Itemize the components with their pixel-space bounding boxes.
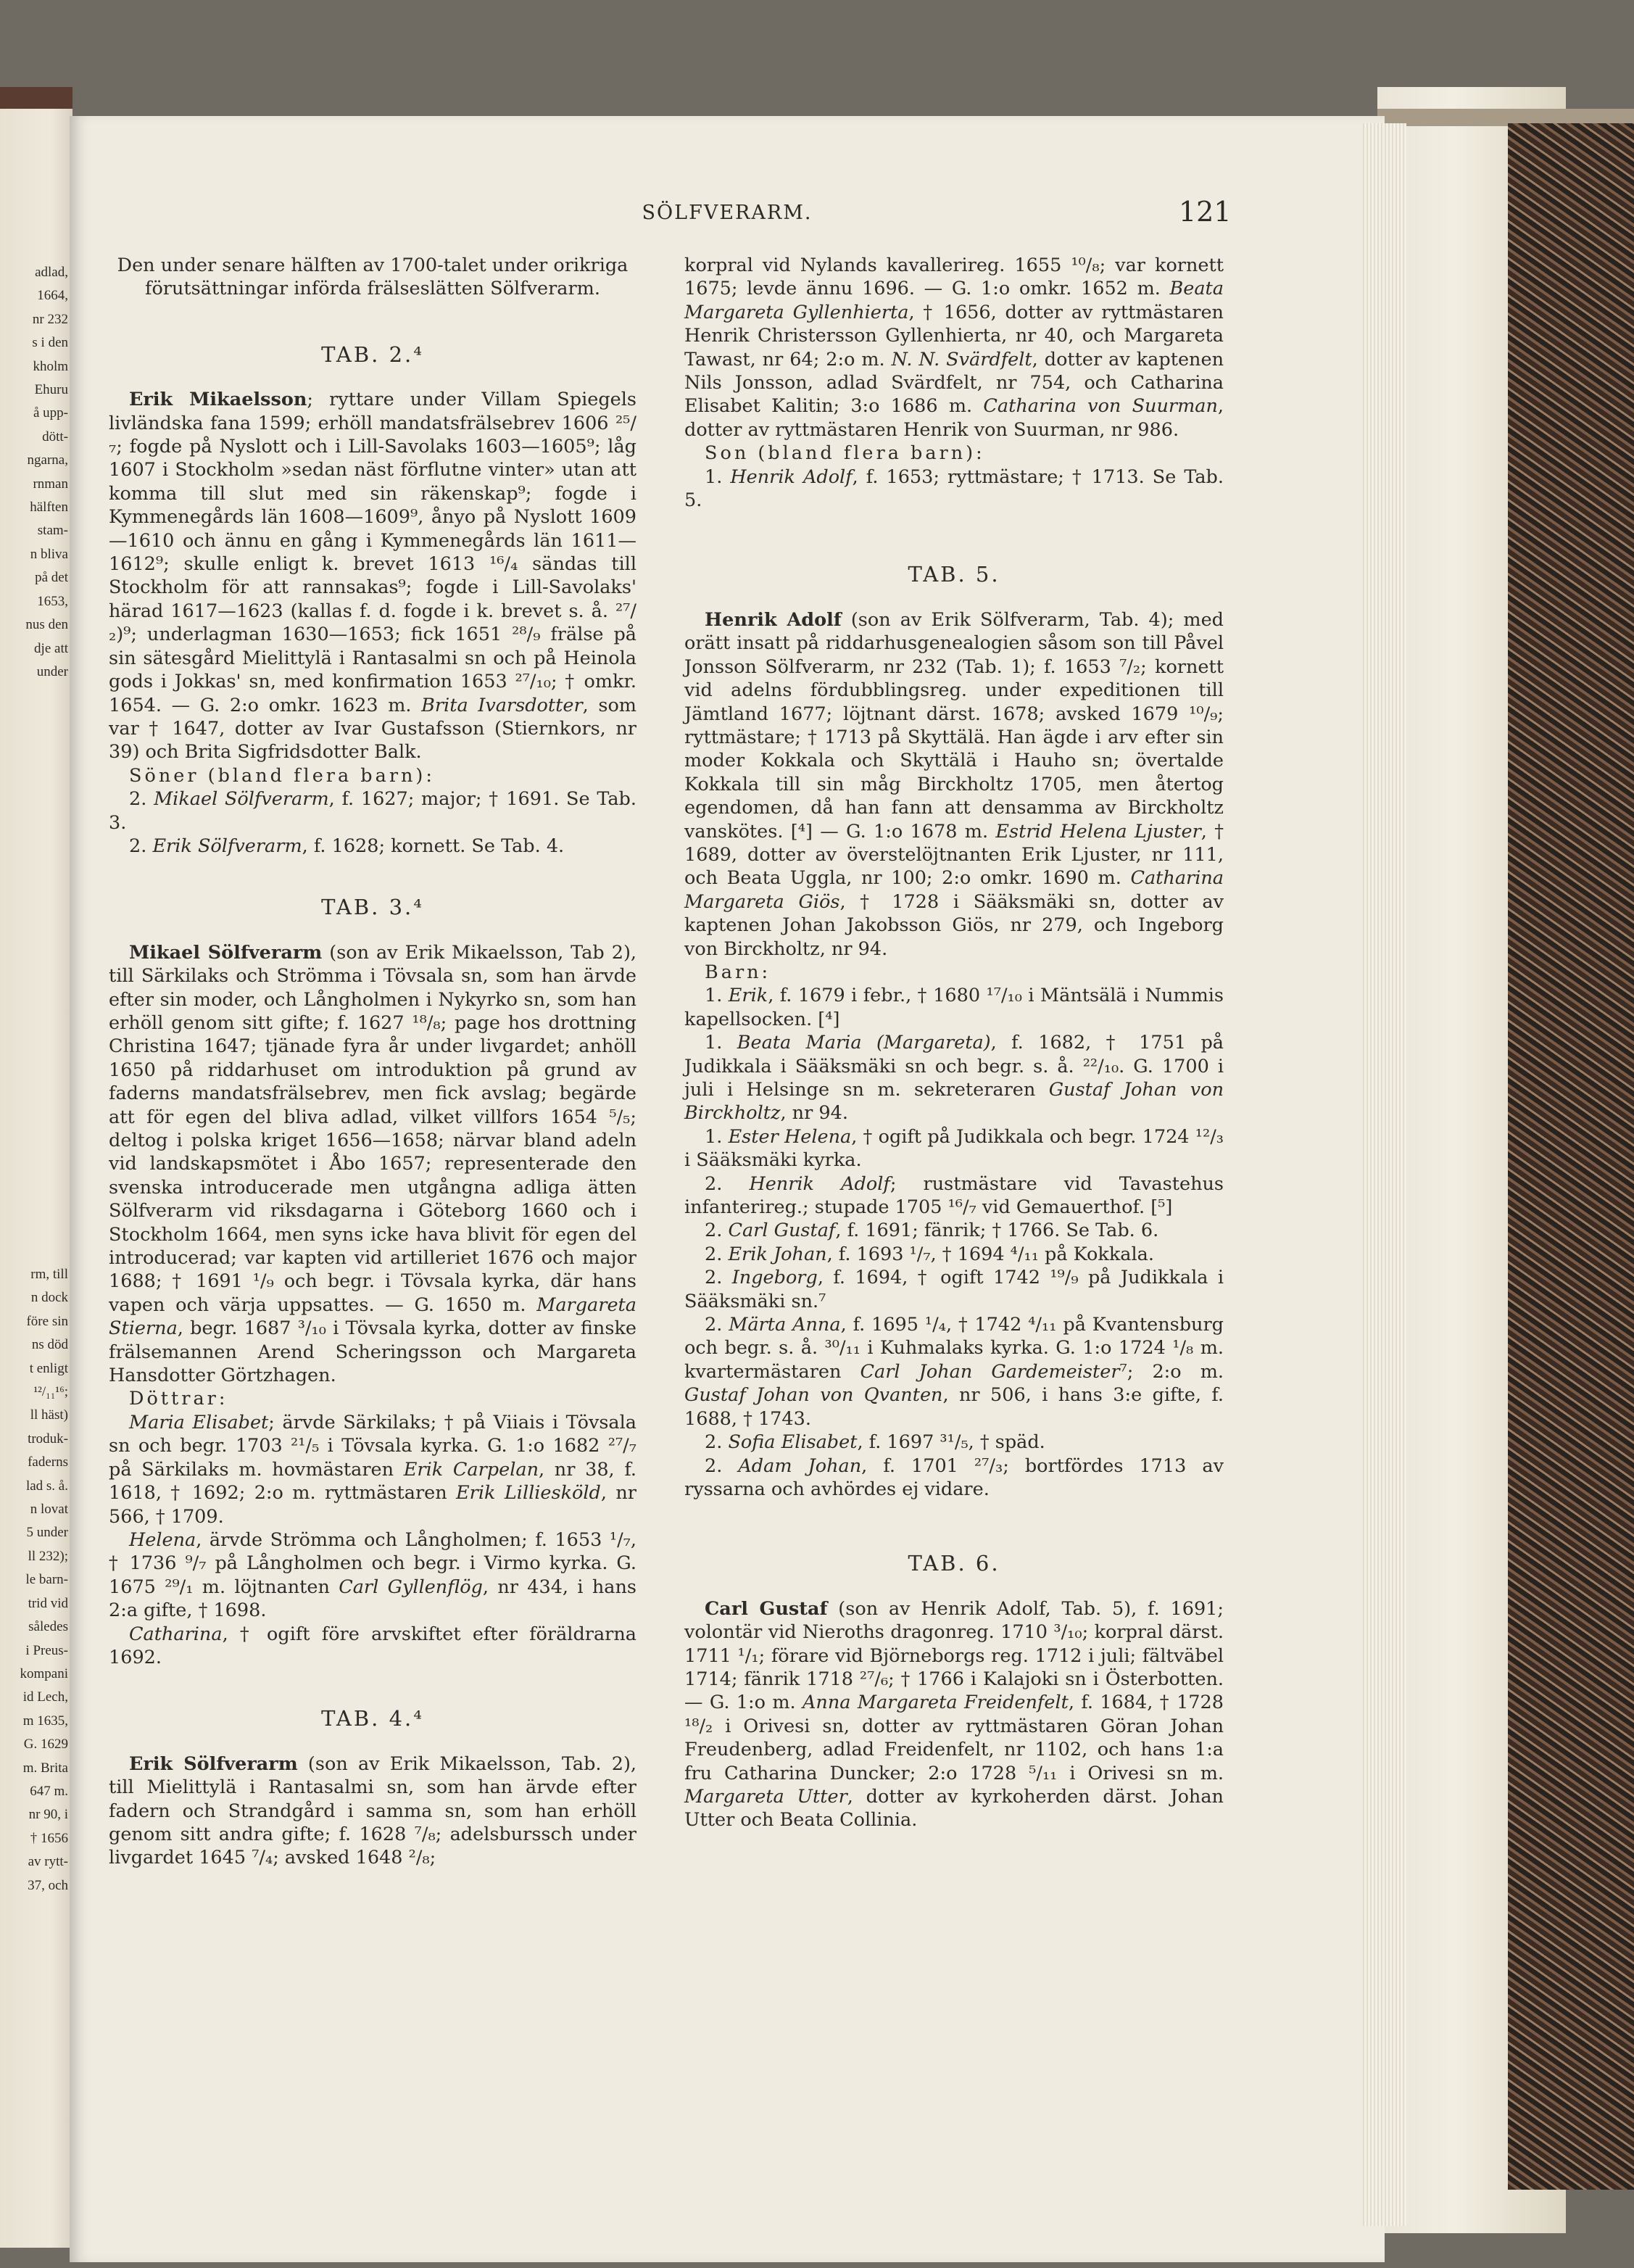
tab2-son2 (109, 835, 636, 858)
left-fragment-line: under (36, 663, 68, 679)
tab2-text: ; ryttare under Villam Spiegels livländska fana 1599; erhöll mandatsfrälsebrev 1606 ²⁵/₇; fogde på Nyslott och i Lill-Savolaks 1603—1605⁹; låg 1607 i Stockholm »sedan näst förflutne vinter» utan att komma till slut med sin räkenskap⁹; fogde i Kymmenegårds län 1608—1609⁹, ånyo på Nyslott 1609—1610 och ännu en gång i Kymmenegårds län 1611—1612⁹; skulle enligt k. brevet 1613 ¹⁶/₄ sändas till Stockholm för att rannsakas⁹; fogde i Lill-Savolaks' härad 1617—1623 (kallas f. d. fogde i k. brevet s. å. ²⁷/₂)⁹; underlagman 1630—1653; fick 1651 ²⁸/₉ frälse på sin sätesgård Mielittylä i Rantasalmi sn och på Heinola gods i Jokkas' sn, med konfirmation 1653 ²⁷/₁₀; † omkr. 1654. — G. 2:o omkr. 1623 m. (109, 389, 636, 716)
left-fragment-line: n dock (30, 1290, 68, 1306)
left-fragment-line: ¹²/₁₁¹⁶; (33, 1384, 68, 1400)
left-fragment-line: nus den (25, 617, 68, 633)
sons-label: Söner (bland flera barn): (129, 764, 435, 787)
left-fragment-line: ngarna, (27, 452, 68, 468)
left-fragment-line: G. 1629 (23, 1737, 68, 1752)
c5-name: Carl Gustaf (728, 1220, 836, 1242)
tab6-heading: TAB. 6. (908, 1551, 1000, 1576)
c8-text2: ⁷; 2:o m. (1119, 1360, 1224, 1383)
tab5-heading: TAB. 5. (908, 562, 1000, 587)
tab5-child7 (684, 1266, 1224, 1313)
tab4-wife3: Catharina von Suurman (983, 395, 1218, 418)
d3-text: , † ogift före arvskiftet efter föräldrarna 1692. (109, 1623, 636, 1668)
tab2-name: Erik Mikaelsson (129, 389, 307, 411)
left-fragment-line: ll häst) (30, 1407, 68, 1423)
tab5-child4 (684, 1172, 1224, 1220)
c4-text: ; rustmästare vid Tavastehus infanterireg.; stupade 1705 ¹⁶/₇ vid Gemauerthof. [⁵] (684, 1172, 1224, 1219)
son1-text: , f. 1627; major; † 1691. Se Tab. 3. (109, 788, 636, 834)
tab3-daughter1 (109, 1411, 636, 1528)
d2-husband: Carl Gyllenflög (339, 1576, 483, 1598)
c9-num: 2. (705, 1431, 729, 1454)
tab3-wife: Margareta Stierna (109, 1294, 636, 1340)
tab6-text3: , dotter av kyrkoherden därst. Johan Utter och Beata Collinia. (684, 1785, 1224, 1832)
intro-note: Den under senare hälften av 1700-talet under orikriga förutsättningar införda frälseslätten Sölfverarm. (117, 254, 629, 300)
tab4-cont2: , † 1656, dotter av ryttmästaren Henrik Christersson Gyllenhierta, nr 40, och Margareta Tawast, nr 64; 2:o m. (684, 301, 1224, 371)
left-fragment-line: av rytt- (28, 1854, 68, 1870)
son2-name: Erik Sölfverarm (152, 835, 302, 857)
tab2-entry (109, 388, 636, 764)
tab5-wife1: Estrid Helena Ljuster (995, 820, 1201, 843)
left-fragment-line: på det (35, 570, 68, 586)
c5-num: 2. (705, 1220, 729, 1242)
tab6-wife2: Margareta Utter (684, 1785, 847, 1808)
tab6-name: Carl Gustaf (705, 1597, 828, 1620)
tab3-text: (son av Erik Mikaelsson, Tab 2), till Särkilaks och Strömma i Tövsala sn, som han ärvde efter sin moder, och Långholmen i Nykyrko sn, som han erhöll genom sitt gifte; f. 1627 ¹⁸/₈; page hos drottning Christina 1647; tjänade fyra år under livgardet; anhöll 1650 på riddarhuset om introduktion på grund av faderns mandatsfrälsebrev, men fick avslag; begärde att för egen del bliva adlad, vilket villfors 1654 ⁵/₅; deltog i polska kriget 1656—1658; närvar bland adeln vid landskapsmötet i Åbo 1657; representerade den svenska introducerade men utgångna adliga ätten Sölfverarm vid riksdagarna i Göteborg 1660 och i Stockholm 1664, men syns icke hava blivit för egen del introducerad; var kapten vid artilleriet 1676 och major 1688; † 1691 ¹/₉ och begr. i Tövsala kyrka, där hans vapen och värja uppsattes. — G. 1650 m. (109, 941, 636, 1316)
tab5-text2: , † 1689, dotter av överstelöjtnanten Erik Ljuster, nr 111, och Beata Uggla, nr 100; 2:o omkr. 1690 m. (684, 820, 1224, 890)
tab4-son-heading (684, 442, 1224, 465)
tab3-heading: TAB. 3.⁴ (321, 895, 424, 920)
left-fragment-line: faderns (28, 1454, 68, 1470)
left-fragment-line: t enligt (29, 1360, 68, 1376)
c8-name: Märta Anna (729, 1314, 841, 1336)
c2-name: Beata Maria (Margareta) (737, 1032, 991, 1054)
tab3-entry (109, 941, 636, 1388)
left-fragment-line: i Preus- (25, 1642, 68, 1658)
d2-text2: , nr 434, i hans 2:a gifte, † 1698. (109, 1576, 636, 1622)
c3-num: 1. (705, 1125, 729, 1148)
left-fragment-line: kompani (20, 1665, 68, 1681)
tab3-text2: , begr. 1687 ³/₁₀ i Tövsala kyrka, dotter av finske frälsemannen Arend Scheringsson och Margareta Hansdotter Görtzhagen. (109, 1317, 636, 1387)
c7-text: , f. 1694, † ogift 1742 ¹⁹/₉ på Judikkala i Sääksmäki sn.⁷ (684, 1267, 1224, 1312)
c5-text: , f. 1691; fänrik; † 1766. Se Tab. 6. (835, 1220, 1159, 1242)
c6-name: Erik Johan (728, 1243, 827, 1265)
tab3-daughters-heading (109, 1387, 636, 1410)
left-fragment-line: n bliva (30, 546, 68, 562)
tab5-child3 (684, 1125, 1224, 1172)
tab4-son-text: , f. 1653; ryttmästare; † 1713. Se Tab. 5. (684, 465, 1224, 512)
left-fragment-line: adlad, (35, 265, 68, 280)
c8-text3: , nr 506, i hans 3:e gifte, f. 1688, † 1743. (684, 1384, 1224, 1430)
children-label: Barn: (705, 961, 771, 983)
c1-name: Erik (728, 985, 768, 1007)
tab5-name: Henrik Adolf (705, 608, 842, 631)
d1-text2: , nr 38, f. 1618, † 1692; 2:o m. ryttmästaren (109, 1458, 636, 1505)
c9-text: , f. 1697 ³¹/₅, † späd. (857, 1431, 1045, 1454)
tab2-heading: TAB. 2.⁴ (321, 342, 424, 367)
c2-husband: Gustaf Johan von Birckholtz (684, 1079, 1224, 1125)
left-fragment-line: rm, till (30, 1267, 68, 1282)
c6-num: 2. (705, 1243, 729, 1265)
left-column (109, 254, 636, 1870)
tab4-son (684, 465, 1224, 513)
c8-husband2: Gustaf Johan von Qvanten (684, 1384, 943, 1407)
tab5-children-heading (684, 961, 1224, 984)
left-fragment-line: trid vid (28, 1595, 68, 1611)
c2-num: 1. (705, 1032, 737, 1054)
left-fragment-line: 5 under (26, 1525, 68, 1541)
left-fragment-line: ns död (31, 1337, 68, 1353)
son1-num: 2. (129, 788, 154, 811)
c10-text: , f. 1701 ²⁷/₃; bortfördes 1713 av ryssarna och avhördes ej vidare. (684, 1454, 1224, 1500)
tab3-daughter2 (109, 1528, 636, 1623)
tab6-text: (son av Henrik Adolf, Tab. 5), f. 1691; volontär vid Nieroths dragonreg. 1710 ³/₁₀; korpral därst. 1711 ¹/₁; förare vid Björneborgs reg. 1712 i juli; fältväbel 1714; fänrik 1718 ²⁷/₆; † 1766 i Kalajoki sn i Österbotten. — G. 1:o m. (684, 1597, 1224, 1714)
son-label: Son (bland flera barn): (705, 442, 985, 465)
d2-text: , ärvde Strömma och Långholmen; f. 1653 ¹/₇, † 1736 ⁹/₇ på Långholmen och begr. i Virmo kyrka. G. 1675 ²⁹/₁ m. löjtnanten (109, 1528, 636, 1598)
c9-name: Sofia Elisabet (728, 1431, 858, 1454)
tab5-child8 (684, 1313, 1224, 1431)
c10-name: Adam Johan (738, 1454, 862, 1477)
tab5-child6 (684, 1243, 1224, 1266)
page-number: 121 (1179, 196, 1232, 228)
tab4-heading: TAB. 4.⁴ (321, 1706, 424, 1731)
left-fragment-line: å upp- (33, 405, 68, 421)
tab4-cont3: , dotter av kaptenen Nils Jonsson, adlad Svärdfelt, nr 754, och Catharina Elisabet Kalitin; 3:o 1686 m. (684, 348, 1224, 418)
left-fragment-line: m. Brita (22, 1760, 68, 1776)
left-page-text-fragments-lower (0, 1263, 68, 1897)
tab3-name: Mikael Sölfverarm (129, 941, 323, 964)
page-stack-lines (1363, 123, 1406, 2226)
tab6-wife1: Anna Margareta Freidenfelt (803, 1692, 1069, 1714)
daughters-label: Döttrar: (129, 1388, 228, 1410)
d1-husband1: Erik Carpelan (403, 1458, 539, 1481)
c1-text: , f. 1679 i febr., † 1680 ¹⁷/₁₀ i Mäntsälä i Nummis kapellsocken. [⁴] (684, 985, 1224, 1030)
tab6-text2: , f. 1684, † 1728 ¹⁸/₂ i Orivesi sn, dotter av ryttmästaren Göran Johan Freudenberg, adlad Freidenfelt, nr 1102, och hans 1:a fru Catharina Duncker; 2:o 1728 ⁵/₁₁ i Orivesi sn m. (684, 1692, 1224, 1784)
c8-num: 2. (705, 1314, 729, 1336)
c8-text: , f. 1695 ¹/₄, † 1742 ⁴/₁₁ på Kvantensburg och begr. s. å. ³⁰/₁₁ i Kuhmalaks kyrka. G. 1:o 1724 ¹/₈ m. kvartermästaren (684, 1314, 1224, 1383)
son1-name: Mikael Sölfverarm (154, 788, 329, 811)
d1-text: ; ärvde Särkilaks; † på Viiais i Tövsala sn och begr. 1703 ²¹/₅ i Tövsala kyrka. G. 1:o 1682 ²⁷/₇ på Särkilaks m. hovmästaren (109, 1411, 636, 1481)
tab5-child1 (684, 984, 1224, 1031)
tab5-child2 (684, 1031, 1224, 1125)
left-fragment-line: ll 232); (28, 1548, 68, 1564)
c3-name: Ester Helena (728, 1125, 852, 1148)
tab5-text3: , † 1728 i Sääksmäki sn, dotter av kaptenen Johan Jakobsson Giös, nr 279, och Ingeborg von Birckholtz, nr 94. (684, 890, 1224, 960)
d1-text3: , nr 566, † 1709. (109, 1482, 636, 1528)
tab5-child9 (684, 1431, 1224, 1454)
d3-name: Catharina (129, 1623, 223, 1645)
left-fragment-line: före sin (26, 1313, 68, 1329)
marbled-cover (1508, 123, 1634, 2190)
left-fragment-line: id Lech, (22, 1689, 68, 1705)
left-fragment-line: le barn- (25, 1572, 68, 1588)
left-fragment-line: hälften (30, 500, 68, 516)
left-fragment-line: troduk- (28, 1431, 68, 1447)
left-fragment-line: dött- (42, 429, 68, 444)
left-fragment-line: 1653, (37, 593, 68, 609)
c1-num: 1. (705, 985, 729, 1007)
tab2-text2: , som var † 1647, dotter av Ivar Gustafsson (Stiernkors, nr 39) och Brita Sigfridsdotter Balk. (109, 694, 636, 763)
left-fragment-line: lad s. å. (25, 1478, 68, 1494)
c2-text2: , nr 94. (780, 1102, 848, 1125)
tab4-cont: korpral vid Nylands kavallerireg. 1655 ¹⁰/₈; var kornett 1675; levde ännu 1696. — G. 1:o omkr. 1652 m. (684, 254, 1224, 300)
son2-num: 2. (129, 835, 153, 857)
tab4-text: (son av Erik Mikaelsson, Tab. 2), till Mielittylä i Rantasalmi sn, som han ärvde efter fadern och Strandgård i samma sn, som han erhöll genom sitt andra gifte; f. 1628 ⁷/₈; adelsburssch under livgardet 1645 ⁷/₄; avsked 1648 ²/₈; (109, 1752, 636, 1869)
c4-num: 2. (705, 1172, 750, 1195)
left-fragment-line: nr 232 (32, 311, 68, 327)
left-fragment-line: stam- (37, 523, 68, 539)
left-fragment-line: således (28, 1619, 68, 1635)
left-fragment-line: 1664, (37, 288, 68, 304)
left-fragment-line: m 1635, (22, 1713, 68, 1729)
tab2-wife: Brita Ivarsdotter (421, 694, 583, 716)
left-page-text-fragments (0, 261, 68, 684)
left-fragment-line: kholm (33, 358, 68, 374)
tab5-text: (son av Erik Sölfverarm, Tab. 4); med orätt insatt på riddarhusgenealogien såsom son till Påvel Jonsson Sölfverarm, nr 232 (Tab. 1); f. 1653 ⁷/₂; kornett vid adelns fördubblingsreg. under expeditionen till Jämtland 1677; löjtnant därst. 1678; avsked 1679 ¹⁰/₉; ryttmästare; † 1713 på Skyttälä. Han ägde i arv efter sin moder Kokkala och Skyttälä i Hauho sn; övertalde Kokkala till sin måg Birckholtz 1705, men återtog egendomen, då han fann att densamma av Birckholtz vanskötes. [⁴] — G. 1:o 1678 m. (684, 608, 1224, 843)
c8-husband1: Carl Johan Gardemeister (860, 1360, 1120, 1383)
tab5-child10 (684, 1454, 1224, 1502)
left-fragment-line: 647 m. (30, 1783, 68, 1799)
left-fragment-line: Ehuru (34, 382, 68, 398)
son2-text: , f. 1628; kornett. Se Tab. 4. (302, 835, 565, 857)
tab6-entry (684, 1597, 1224, 1832)
tab4-continuation (684, 254, 1224, 442)
left-fragment-line: nr 90, i (28, 1807, 68, 1823)
tab3-daughter3 (109, 1623, 636, 1670)
tab4-wife1: Beata Margareta Gyllenhierta (684, 278, 1224, 323)
c7-name: Ingeborg (731, 1267, 818, 1289)
left-fragment-line: s i den (32, 335, 68, 351)
tab5-child5 (684, 1219, 1224, 1242)
tab4-cont4: , dotter av ryttmästaren Henrik von Suurman, nr 986. (684, 395, 1224, 441)
tab4-wife2: N. N. Svärdfelt (891, 348, 1032, 371)
tab5-entry (684, 608, 1224, 961)
running-head: SÖLFVERARM. (642, 202, 813, 224)
c4-name: Henrik Adolf (749, 1172, 890, 1195)
tab4-son-num: 1. (705, 465, 731, 488)
tab4-name: Erik Sölfverarm (129, 1752, 298, 1775)
left-fragment-line: † 1656 (30, 1830, 68, 1846)
c3-text: , † ogift på Judikkala och begr. 1724 ¹²/₃ i Sääksmäki kyrka. (684, 1125, 1224, 1172)
tab4-entry (109, 1752, 636, 1870)
c6-text: , f. 1693 ¹/₇, † 1694 ⁴/₁₁ på Kokkala. (826, 1243, 1154, 1265)
left-fragment-line: 37, och (28, 1877, 68, 1893)
d1-name: Maria Elisabet (129, 1411, 269, 1433)
right-column (684, 254, 1224, 1832)
c10-num: 2. (705, 1454, 739, 1477)
left-fragment-line: n lovat (30, 1502, 68, 1518)
c7-num: 2. (705, 1267, 732, 1289)
tab2-sons-heading (109, 764, 636, 787)
tab5-wife2: Catharina Margareta Giös (684, 867, 1224, 913)
left-fragment-line: rnman (33, 476, 68, 492)
d1-husband2: Erik Lilliesköld (456, 1482, 601, 1505)
tab4-son-name: Henrik Adolf (730, 465, 853, 488)
c2-text: , f. 1682, † 1751 på Judikkala i Sääksmäki sn och begr. s. å. ²²/₁₀. G. 1700 i juli i Helsinge sn m. sekreteraren (684, 1032, 1224, 1101)
left-fragment-line: dje att (34, 640, 68, 656)
d2-name: Helena (129, 1528, 196, 1551)
tab2-son1 (109, 787, 636, 835)
